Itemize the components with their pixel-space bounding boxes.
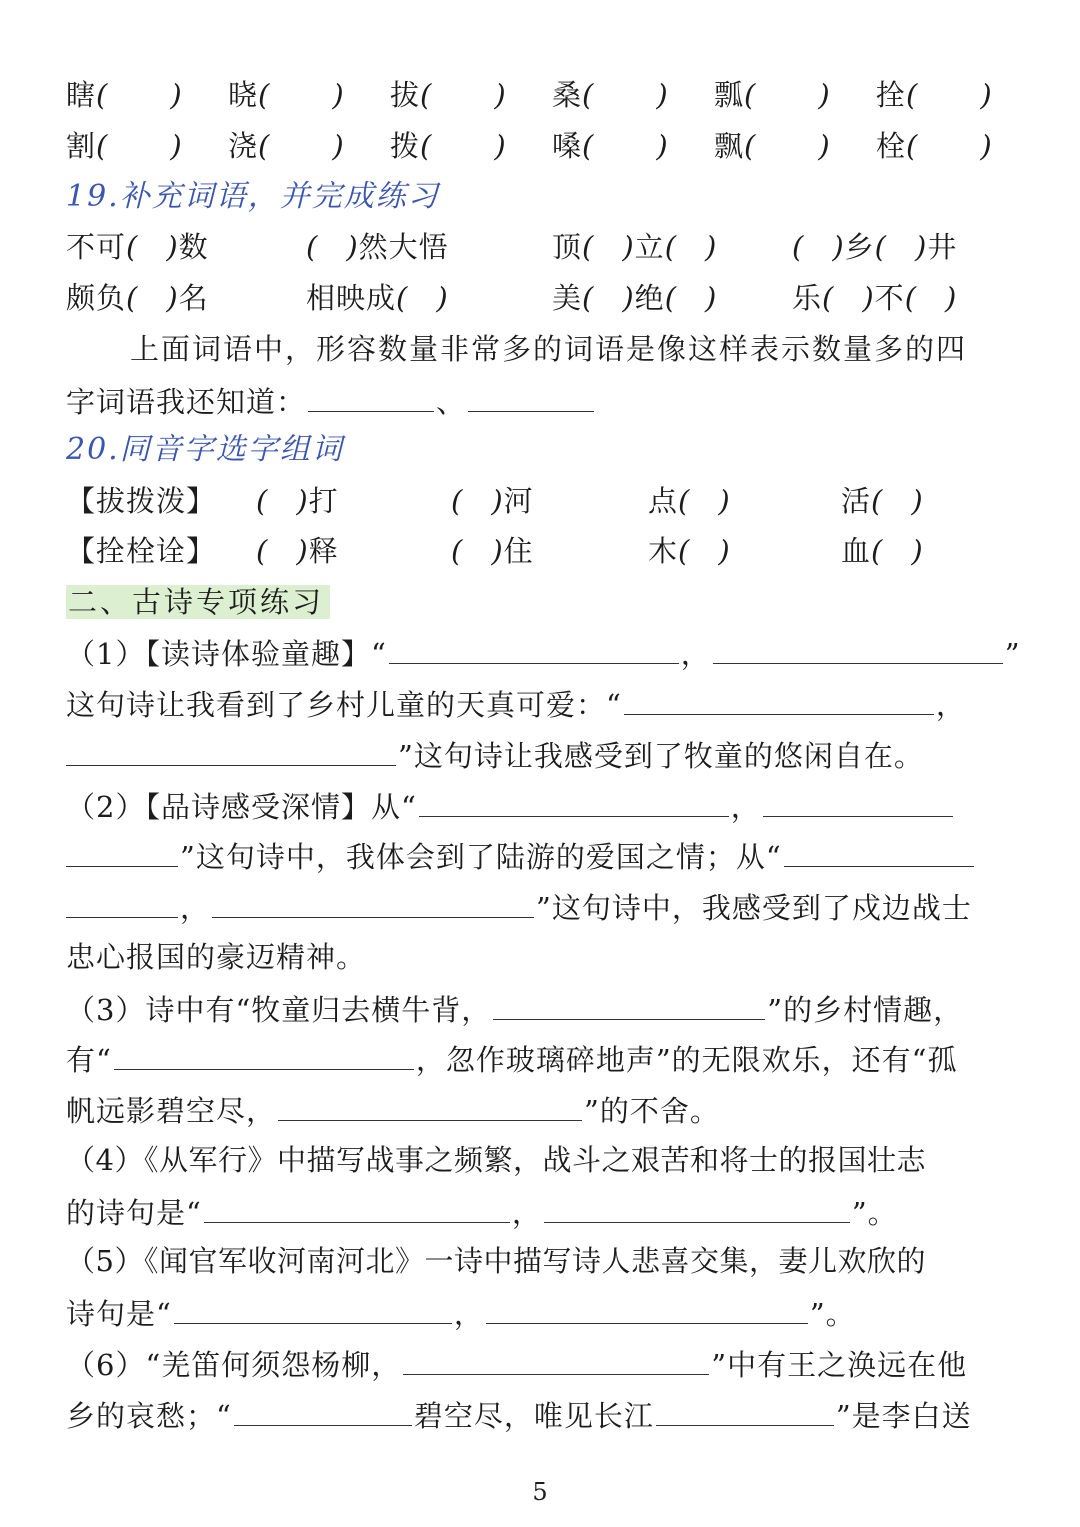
answer-blank[interactable] [204,1186,510,1223]
poem-q4-line-2: 的诗句是“ ， ”。 [66,1186,1016,1236]
answer-blank[interactable] [212,881,534,918]
answer-blank[interactable] [389,627,679,664]
section-2-title: 二、古诗专项练习 [66,585,330,619]
answer-blank[interactable] [66,881,178,918]
char: 瞎 [66,78,97,112]
q19-row-1: 不可( )数 ( )然大悟 顶( )立( ) ( )乡( )井 [66,230,958,264]
char: 飘 [714,129,745,163]
poem-q3-line-1: （3）诗中有“牧童归去横牛背， ”的乡村情趣， [66,983,1016,1033]
answer-blank[interactable] [624,678,934,715]
answer-blank[interactable] [403,1338,709,1375]
poem-q5-line-1: （5）《闻官军收河南河北》一诗中描写诗人悲喜交集，妻儿欢欣的 [66,1244,926,1278]
poem-q3-line-2: 有“ ，忽作玻璃碎地声”的无限欢乐，还有“孤 [66,1033,1016,1083]
char: 桑 [552,78,583,112]
poem-q2-line-4: 忠心报国的豪迈精神。 [66,940,367,974]
char: 晓 [228,78,259,112]
answer-blank[interactable] [486,1287,808,1324]
section-2-heading [66,577,1016,627]
q19-paragraph-1: 上面词语中，形容数量非常多的词语是像这样表示数量多的四 [130,332,968,366]
q19-row-2: 颇负( )名 相映成( ) 美( )绝( ) 乐( )不( ) [66,281,958,315]
char: 拔 [390,78,421,112]
char: 浇 [228,129,259,163]
q20-row-1: 【拔拨泼】 ( )打 ( )河 点( ) 活( ) [66,484,924,518]
answer-blank[interactable] [278,1084,582,1121]
answer-blank[interactable] [784,830,974,867]
answer-blank[interactable] [493,983,765,1020]
char: 嗓 [552,129,583,163]
answer-blank[interactable] [544,1186,850,1223]
answer-blank[interactable] [308,375,434,412]
poem-q3-line-3: 帆远影碧空尽， ”的不舍。 [66,1084,1016,1134]
pinyin-row-1: 瞎( ) 晓( ) 拔( ) 桑( ) 瓢( ) 拴( ) [66,78,993,112]
answer-blank[interactable] [66,830,178,867]
poem-q2-line-2: ”这句诗中，我体会到了陆游的爱国之情；从“ [66,830,1016,880]
poem-q5-line-2: 诗句是“ ， ”。 [66,1287,1016,1337]
poem-q6-line-2: 乡的哀愁；“ 碧空尽，唯见长江 ”是李白送 [66,1389,1016,1439]
char: 瓢 [714,78,745,112]
answer-blank[interactable] [656,1389,834,1426]
poem-q2-line-1: （2）【品诗感受深情】从“ ， [66,780,1016,830]
answer-blank[interactable] [174,1287,452,1324]
answer-blank[interactable] [713,627,1003,664]
q19-title: 19.补充词语，并完成练习 [66,179,440,214]
q20-title: 20.同音字选字组词 [66,432,344,467]
poem-q1-line-1: （1）【读诗体验童趣】“ ， ” [66,627,1016,677]
poem-q1-line-3: ”这句诗让我感受到了牧童的悠闲自在。 [66,729,1016,779]
char: 拴 [876,78,907,112]
page-number: 5 [532,1478,548,1506]
q19-paragraph-2: 字词语我还知道： 、 [66,375,1016,425]
answer-blank[interactable] [763,780,953,817]
poem-q6-line-1: （6）“羌笛何须怨杨柳， ”中有王之涣远在他 [66,1338,1016,1388]
answer-blank[interactable] [66,729,396,766]
answer-blank[interactable] [468,375,594,412]
char: 割 [66,129,97,163]
answer-blank[interactable] [114,1033,414,1070]
pinyin-row-2: 割( ) 浇( ) 拨( ) 嗓( ) 飘( ) 栓( ) [66,129,993,163]
q20-row-2: 【拴栓诠】 ( )释 ( )住 木( ) 血( ) [66,534,924,568]
poem-q1-line-2: 这句诗让我看到了乡村儿童的天真可爱：“ ， [66,678,1016,728]
answer-blank[interactable] [419,780,729,817]
poem-q4-line-1: （4）《从军行》中描写战事之频繁，战斗之艰苦和将士的报国壮志 [66,1143,926,1177]
answer-blank[interactable] [234,1389,412,1426]
char: 拨 [390,129,421,163]
char: 栓 [876,129,907,163]
poem-q2-line-3: ， ”这句诗中，我感受到了戍边战士 [66,881,1016,931]
